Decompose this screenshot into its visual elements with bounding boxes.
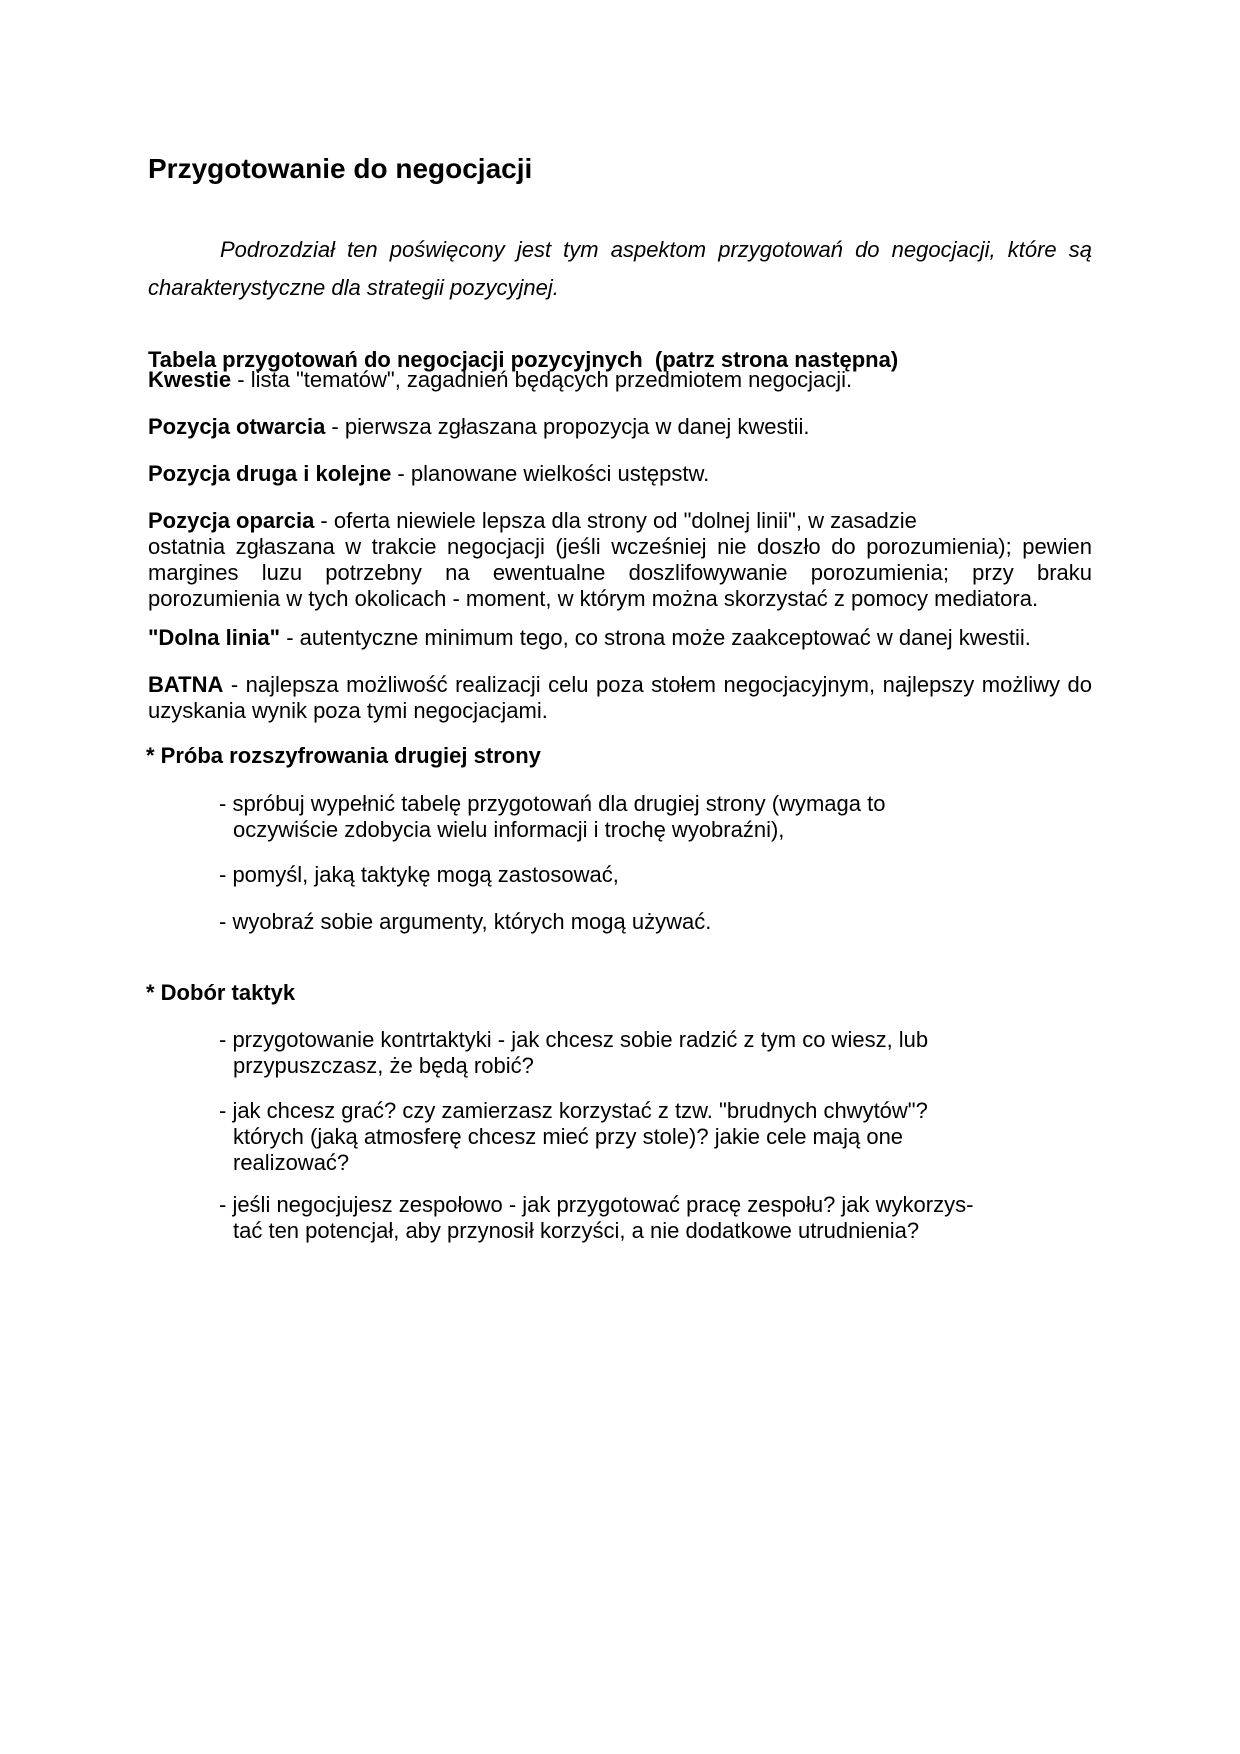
list-item — [219, 1098, 1029, 1176]
definition-term: Pozycja oparcia — [148, 508, 315, 533]
list-item — [219, 1027, 1029, 1079]
definition-term: Pozycja otwarcia — [148, 414, 326, 439]
list-item-line: - spróbuj wypełnić tabelę przygotowań dla drugiej strony (wymaga to — [219, 791, 886, 816]
list-item-line: przypuszczasz, że będą robić? — [233, 1053, 534, 1078]
list-item-line: oczywiście zdobycia wielu informacji i trochę wyobraźni), — [233, 817, 785, 842]
definition-pozycja-druga — [148, 461, 1092, 487]
list-item-line: - przygotowanie kontrtaktyki - jak chcesz sobie radzić z tym co wiesz, lub — [219, 1027, 929, 1052]
definition-text: - pierwsza zgłaszana propozycja w danej kwestii. — [325, 414, 810, 439]
section-heading-druga-strona: * Próba rozszyfrowania drugiej strony — [146, 743, 541, 768]
list-item — [219, 862, 1029, 888]
list-item-line: - pomyśl, jaką taktykę mogą zastosować, — [219, 862, 619, 887]
definition-batna — [148, 672, 1092, 724]
list-item-line: realizować? — [233, 1150, 350, 1175]
list-item — [219, 791, 1029, 843]
list-item-line: - jak chcesz grać? czy zamierzasz korzystać z tzw. "brudnych chwytów"? — [219, 1098, 928, 1123]
table-heading: Tabela przygotowań do negocjacji pozycyjnych (patrz strona następna) — [148, 347, 899, 372]
section-heading-dobor-taktyk: * Dobór taktyk — [146, 980, 296, 1005]
definition-term: Kwestie — [148, 367, 232, 392]
definition-text: - oferta niewiele lepsza dla strony od "dolnej linii", w zasadzie — [314, 508, 917, 533]
definition-term: BATNA — [148, 672, 224, 697]
list-item — [219, 1192, 1029, 1244]
list-item — [219, 909, 1029, 935]
definition-pozycja-otwarcia — [148, 414, 1092, 440]
definition-text: - najlepsza możliwość realizacji celu poza stołem negocjacyjnym, najlepszy możliwy do uzyskania wynik poza tymi negocjacjami. — [148, 672, 1092, 723]
definition-dolna-linia — [148, 625, 1092, 651]
list-item-line: tać ten potencjał, aby przynosił korzyści, a nie dodatkowe utrudnienia? — [233, 1218, 920, 1243]
intro-text: Podrozdział ten poświęcony jest tym aspektom przygotowań do negocjacji, które są charakterystyczne dla strategii pozycyjnej. — [148, 237, 1092, 300]
list-item-line: - wyobraź sobie argumenty, których mogą używać. — [219, 909, 712, 934]
intro-paragraph — [148, 231, 1092, 307]
definition-kwestie — [148, 367, 1092, 393]
definition-text: - lista "tematów", zagadnień będących przedmiotem negocjacji. — [231, 367, 853, 392]
definition-term: Pozycja druga i kolejne — [148, 461, 392, 486]
list-item-line: których (jaką atmosferę chcesz mieć przy stole)? jakie cele mają one — [233, 1124, 904, 1149]
definition-text: - autentyczne minimum tego, co strona może zaakceptować w danej kwestii. — [280, 625, 1031, 650]
page-title: Przygotowanie do negocjacji — [148, 153, 533, 184]
definition-term: "Dolna linia" — [148, 625, 281, 650]
definition-pozycja-oparcia-line1 — [148, 508, 1092, 534]
list-item-line: - jeśli negocjujesz zespołowo - jak przygotować pracę zespołu? jak wykorzys- — [219, 1192, 974, 1217]
definition-text: - planowane wielkości ustępstw. — [391, 461, 710, 486]
definition-pozycja-oparcia-rest: ostatnia zgłaszana w trakcie negocjacji (jeśli wcześniej nie doszło do porozumienia); pewien margines luzu potrzebny na ewentualne doszlifowywanie porozumienia; przy braku porozumienia w tych okolicach - moment, w którym można skorzystać z pomocy mediatora. — [148, 534, 1092, 611]
